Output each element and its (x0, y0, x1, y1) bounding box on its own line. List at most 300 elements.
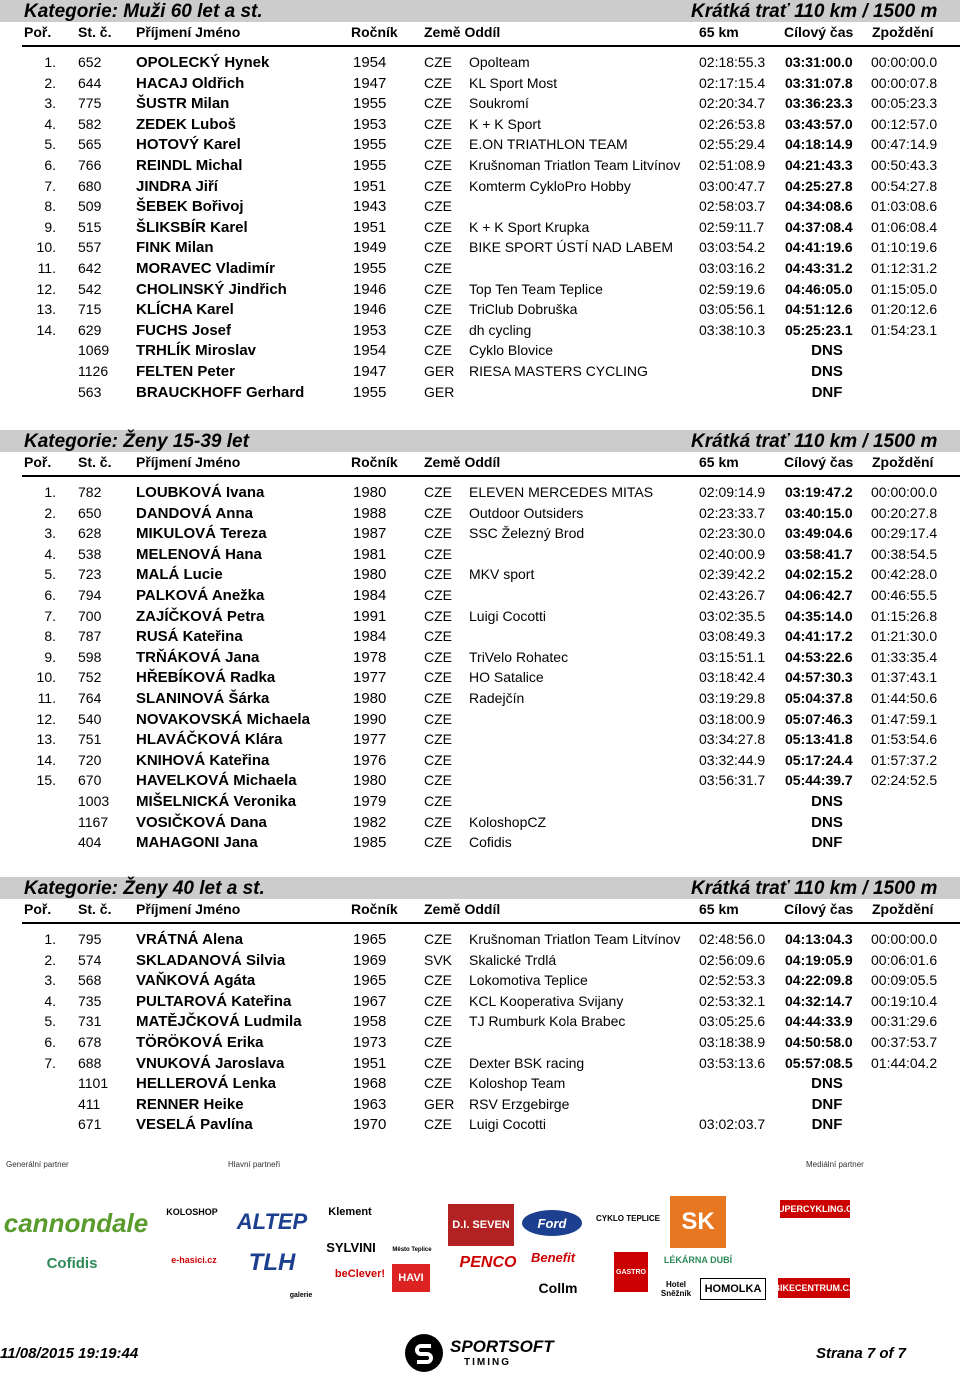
club-name: Opolteam (469, 54, 530, 70)
position: 1. (44, 931, 56, 947)
table-row (0, 752, 960, 772)
club-name: KL Sport Most (469, 74, 558, 91)
start-number: 582 (78, 115, 102, 132)
sponsor-logo: Hotel Sněžník (660, 1280, 692, 1298)
header-bib: St. č. (78, 901, 112, 917)
start-number: 540 (78, 710, 102, 727)
country-code: CZE (424, 772, 452, 789)
header-time: Cílový čas (784, 901, 854, 917)
time-gap: 00:12:57.0 (871, 115, 938, 132)
split-time: 03:03:16.2 (699, 260, 766, 276)
table-row (0, 505, 960, 525)
time-gap: 01:15:05.0 (871, 280, 938, 297)
time-gap: 00:00:00.0 (871, 931, 938, 947)
finish-time: 04:22:09.8 (785, 972, 853, 989)
sponsor-logo: Cofidis (46, 1254, 98, 1272)
split-time: 03:38:10.3 (699, 321, 766, 338)
position: 14. (36, 321, 56, 338)
start-number: 1101 (78, 1075, 109, 1092)
sponsor-logo: Klement (328, 1206, 372, 1218)
birth-year: 1946 (353, 301, 387, 319)
club-name: ELEVEN MERCEDES MITAS (469, 484, 654, 500)
sponsor-label-media: Mediální partner (806, 1160, 864, 1169)
athlete-name: MORAVEC Vladimír (136, 260, 275, 277)
country-code: CZE (424, 931, 452, 947)
header-pos: Poř. (24, 901, 52, 917)
start-number: 715 (78, 301, 102, 318)
birth-year: 1954 (353, 342, 387, 360)
result-status: DNF (811, 1116, 843, 1134)
position: 5. (44, 566, 56, 583)
athlete-name: FINK Milan (136, 239, 214, 257)
country-code: CZE (424, 834, 452, 851)
sponsor-logo: LÉKÁRNA DUBÍ (663, 1255, 733, 1265)
athlete-name: MATĚJČKOVÁ Ludmila (136, 1013, 302, 1031)
position: 8. (44, 198, 56, 215)
position: 1. (44, 54, 56, 70)
athlete-name: SLANINOVÁ Šárka (136, 690, 270, 707)
birth-year: 1979 (353, 793, 387, 810)
athlete-name: PULTAROVÁ Kateřina (136, 992, 292, 1010)
position: 2. (44, 951, 56, 968)
position: 10. (36, 669, 56, 686)
table-row (0, 931, 960, 951)
position: 12. (36, 280, 56, 297)
header-bib: St. č. (78, 24, 112, 40)
country-code: CZE (424, 710, 452, 727)
table-row (0, 484, 960, 504)
start-number: 720 (78, 751, 102, 768)
start-number: 515 (78, 218, 102, 235)
club-name: Soukromí (469, 95, 529, 112)
athlete-name: VAŇKOVÁ Agáta (136, 972, 256, 990)
start-number: 794 (78, 587, 102, 603)
sponsor-logo: ALTEP (236, 1209, 308, 1234)
time-gap: 01:21:30.0 (871, 628, 938, 645)
split-time: 03:08:49.3 (699, 628, 766, 645)
club-name: TriVelo Rohatec (469, 648, 569, 665)
country-code: CZE (424, 218, 452, 235)
start-number: 644 (78, 74, 102, 91)
finish-time: 04:50:58.0 (785, 1034, 853, 1050)
sponsor-logo: HAVI (392, 1264, 430, 1292)
birth-year: 1958 (353, 1013, 387, 1031)
table-row (0, 952, 960, 972)
table-row (0, 690, 960, 710)
race-title: Krátká trať 110 km / 1500 m (691, 878, 938, 899)
club-name: Krušnoman Triatlon Team Litvínov (469, 931, 681, 947)
country-code: CZE (424, 751, 452, 768)
position: 10. (36, 239, 56, 256)
table-row (0, 301, 960, 321)
birth-year: 1947 (353, 74, 387, 92)
results-section (0, 430, 960, 870)
table-row (0, 834, 960, 854)
sponsor-logo: TLH (248, 1249, 296, 1276)
sponsor-logo: HOMOLKA (700, 1278, 766, 1300)
start-number: 538 (78, 545, 102, 562)
finish-time: 04:35:14.0 (785, 607, 853, 624)
finish-time: 04:37:08.4 (785, 218, 853, 235)
time-gap: 00:05:23.3 (871, 95, 938, 112)
sponsor-logo: SUPERCYKLING.CZ (780, 1200, 850, 1218)
finish-time: 03:58:41.7 (785, 545, 853, 562)
finish-time: 04:34:08.6 (785, 198, 853, 215)
table-row (0, 1096, 960, 1116)
country-code: CZE (424, 198, 452, 215)
start-number: 731 (78, 1013, 102, 1030)
finish-time: 03:31:07.8 (785, 74, 853, 91)
club-name: SSC Železný Brod (469, 525, 585, 542)
split-time: 02:43:26.7 (699, 587, 766, 603)
club-name: Outdoor Outsiders (469, 504, 584, 521)
start-number: 404 (78, 834, 102, 851)
birth-year: 1990 (353, 710, 387, 728)
table-row (0, 814, 960, 834)
athlete-name: RENNER Heike (136, 1095, 244, 1113)
split-time: 03:18:00.9 (699, 710, 766, 727)
time-gap: 01:44:04.2 (871, 1054, 938, 1071)
country-code: CZE (424, 813, 452, 830)
split-time: 03:15:51.1 (699, 648, 766, 665)
club-name: KCL Kooperativa Svijany (469, 992, 624, 1009)
start-number: 775 (78, 95, 102, 112)
table-row (0, 95, 960, 115)
birth-year: 1951 (353, 1054, 387, 1072)
time-gap: 01:44:50.6 (871, 690, 938, 706)
athlete-name: TRHLÍK Miroslav (136, 342, 257, 360)
table-row (0, 384, 960, 404)
club-name: RIESA MASTERS CYCLING (469, 363, 648, 379)
table-row (0, 54, 960, 74)
position: 3. (44, 525, 56, 542)
start-number: 700 (78, 607, 102, 624)
position: 7. (44, 1054, 56, 1071)
athlete-name: FUCHS Josef (136, 321, 232, 339)
time-gap: 01:54:23.1 (871, 321, 938, 338)
table-row (0, 628, 960, 648)
header-pos: Poř. (24, 454, 52, 470)
athlete-name: ŠEBEK Bořivoj (136, 198, 244, 216)
birth-year: 1954 (353, 54, 387, 71)
table-row (0, 322, 960, 342)
club-name: KoloshopCZ (469, 813, 547, 830)
birth-year: 1969 (353, 951, 387, 969)
split-time: 02:20:34.7 (699, 95, 766, 112)
finish-time: 03:40:15.0 (785, 504, 853, 521)
club-name: MKV sport (469, 566, 535, 583)
time-gap: 00:00:00.0 (871, 484, 938, 500)
athlete-name: MIKULOVÁ Tereza (136, 525, 267, 543)
birth-year: 1955 (353, 157, 387, 174)
header-split: 65 km (699, 454, 739, 470)
time-gap: 00:42:28.0 (871, 566, 938, 583)
country-code: CZE (424, 628, 452, 645)
country-code: CZE (424, 239, 452, 256)
position: 9. (44, 648, 56, 665)
time-gap: 01:57:37.2 (871, 751, 938, 768)
position: 4. (44, 992, 56, 1009)
start-number: 723 (78, 566, 102, 583)
start-number: 652 (78, 54, 102, 70)
result-status: DNS (811, 363, 843, 380)
position: 15. (36, 772, 56, 789)
time-gap: 01:10:19.6 (871, 239, 938, 256)
table-row (0, 993, 960, 1013)
country-code: CZE (424, 301, 452, 318)
split-time: 02:59:11.7 (699, 218, 765, 235)
split-time: 03:03:54.2 (699, 239, 766, 256)
country-code: CZE (424, 607, 452, 624)
finish-time: 04:57:30.3 (785, 669, 853, 686)
brand-sub: TIMING (464, 1357, 511, 1368)
athlete-name: SKLADANOVÁ Silvia (136, 951, 286, 969)
birth-year: 1987 (353, 525, 387, 543)
position: 7. (44, 607, 56, 624)
position: 12. (36, 710, 56, 727)
club-name: Radejčín (469, 690, 525, 706)
print-datetime: 11/08/2015 19:19:44 (0, 1345, 139, 1362)
start-number: 563 (78, 383, 102, 400)
country-code: CZE (424, 280, 452, 297)
country-code: CZE (424, 1054, 452, 1071)
athlete-name: VOSIČKOVÁ Dana (136, 813, 267, 831)
split-time: 03:05:56.1 (699, 301, 766, 318)
time-gap: 02:24:52.5 (871, 772, 938, 789)
birth-year: 1984 (353, 587, 387, 604)
split-time: 03:34:27.8 (699, 731, 766, 748)
table-row (0, 198, 960, 218)
birth-year: 1982 (353, 813, 387, 831)
country-code: GER (424, 383, 455, 400)
table-row (0, 1013, 960, 1033)
finish-time: 04:06:42.7 (785, 587, 853, 603)
country-code: CZE (424, 484, 452, 500)
finish-time: 05:07:46.3 (785, 710, 853, 727)
finish-time: 04:19:05.9 (785, 951, 853, 968)
table-row (0, 793, 960, 813)
birth-year: 1977 (353, 731, 387, 749)
sponsor-label-main: Hlavní partneři (228, 1160, 281, 1169)
start-number: 568 (78, 972, 102, 989)
start-number: 795 (78, 931, 102, 947)
sponsor-logo: beClever! (334, 1268, 386, 1280)
birth-year: 1951 (353, 218, 387, 236)
club-name: RSV Erzgebirge (469, 1095, 570, 1112)
table-row (0, 649, 960, 669)
table-row (0, 1116, 960, 1136)
sponsor-logo: KOLOSHOP (166, 1207, 218, 1217)
sponsors-area (0, 1160, 960, 1320)
time-gap: 00:09:05.5 (871, 972, 938, 989)
athlete-name: MAHAGONI Jana (136, 834, 258, 852)
header-gap: Zpoždění (872, 24, 934, 40)
time-gap: 00:20:27.8 (871, 504, 938, 521)
time-gap: 01:33:35.4 (871, 648, 938, 665)
finish-time: 04:21:43.3 (785, 157, 853, 173)
split-time: 03:18:38.9 (699, 1034, 766, 1050)
birth-year: 1953 (353, 115, 387, 133)
country-code: CZE (424, 690, 452, 706)
time-gap: 00:50:43.3 (871, 157, 938, 173)
finish-time: 03:19:47.2 (785, 484, 853, 500)
finish-time: 04:41:17.2 (785, 628, 853, 645)
position: 3. (44, 972, 56, 989)
athlete-name: HAVELKOVÁ Michaela (136, 772, 297, 790)
split-time: 02:26:53.8 (699, 115, 766, 132)
birth-year: 1977 (353, 669, 387, 687)
athlete-name: TRŇÁKOVÁ Jana (136, 648, 260, 666)
header-bib: St. č. (78, 454, 112, 470)
country-code: CZE (424, 260, 452, 276)
start-number: 1003 (78, 793, 110, 809)
header-year: Ročník (351, 454, 398, 470)
athlete-name: OPOLECKÝ Hynek (136, 54, 270, 71)
athlete-name: ŠLIKSBÍR Karel (136, 218, 248, 236)
table-row (0, 219, 960, 239)
club-name: Koloshop Team (469, 1075, 566, 1092)
athlete-name: VNUKOVÁ Jaroslava (136, 1054, 285, 1072)
result-status: DNS (811, 342, 843, 360)
start-number: 565 (78, 136, 102, 153)
start-number: 680 (78, 177, 102, 194)
athlete-name: NOVAKOVSKÁ Michaela (136, 710, 310, 728)
table-row (0, 178, 960, 198)
club-name: Luigi Cocotti (469, 1116, 547, 1133)
split-time: 02:17:15.4 (699, 74, 766, 91)
sponsor-label-general: Generální partner (6, 1160, 69, 1169)
page-number: Strana 7 of 7 (816, 1345, 907, 1362)
birth-year: 1965 (353, 931, 387, 948)
start-number: 764 (78, 690, 102, 706)
country-code: CZE (424, 992, 452, 1009)
start-number: 628 (78, 525, 102, 542)
start-number: 670 (78, 772, 102, 789)
country-code: CZE (424, 136, 452, 153)
country-code: CZE (424, 1013, 452, 1030)
split-time: 02:40:00.9 (699, 545, 766, 562)
athlete-name: TÖRÖKOVÁ Erika (136, 1034, 264, 1051)
result-status: DNF (811, 383, 843, 401)
country-code: CZE (424, 1116, 452, 1133)
club-name: TJ Rumburk Kola Brabec (469, 1013, 626, 1030)
athlete-name: HLAVÁČKOVÁ Klára (136, 731, 283, 749)
table-row (0, 711, 960, 731)
table-row (0, 363, 960, 383)
finish-time: 05:04:37.8 (785, 690, 853, 706)
finish-time: 04:46:05.0 (785, 280, 853, 297)
sportsoft-icon (404, 1333, 444, 1373)
start-number: 752 (78, 669, 102, 686)
club-name: K + K Sport (469, 115, 541, 132)
finish-time: 04:25:27.8 (785, 177, 853, 194)
table-row (0, 239, 960, 259)
athlete-name: MELENOVÁ Hana (136, 545, 262, 563)
table-row (0, 772, 960, 792)
athlete-name: LOUBKOVÁ Ivana (136, 484, 265, 501)
race-title: Krátká trať 110 km / 1500 m (691, 1, 938, 22)
table-row (0, 566, 960, 586)
finish-time: 04:02:15.2 (785, 566, 853, 583)
country-code: CZE (424, 321, 452, 338)
sponsor-logo: SK (670, 1196, 726, 1248)
start-number: 557 (78, 239, 102, 256)
time-gap: 01:12:31.2 (871, 260, 938, 276)
country-code: CZE (424, 74, 452, 91)
time-gap: 00:00:00.0 (871, 54, 938, 70)
birth-year: 1988 (353, 504, 387, 522)
split-time: 02:23:30.0 (699, 525, 766, 542)
category-title: Kategorie: Muži 60 let a st. (24, 1, 263, 22)
split-time: 02:23:33.7 (699, 504, 766, 521)
time-gap: 00:29:17.4 (871, 525, 938, 542)
result-status: DNS (811, 1075, 843, 1093)
column-headers (0, 23, 960, 43)
finish-time: 04:41:19.6 (785, 239, 853, 256)
position: 11. (37, 690, 56, 706)
sponsor-logo: cannondale (3, 1207, 149, 1238)
country-code: GER (424, 363, 455, 379)
athlete-name: HŘEBÍKOVÁ Radka (136, 669, 276, 687)
table-row (0, 157, 960, 177)
birth-year: 1955 (353, 383, 387, 401)
country-code: CZE (424, 669, 452, 686)
birth-year: 1981 (353, 545, 387, 563)
category-title: Kategorie: Ženy 15-39 let (24, 431, 249, 452)
header-split: 65 km (699, 901, 739, 917)
country-code: CZE (424, 545, 452, 562)
birth-year: 1973 (353, 1034, 387, 1051)
finish-time: 03:43:57.0 (785, 115, 853, 132)
time-gap: 01:47:59.1 (871, 710, 938, 727)
start-number: 642 (78, 260, 102, 276)
club-name: Cofidis (469, 834, 512, 851)
birth-year: 1980 (353, 690, 387, 707)
finish-time: 05:17:24.4 (785, 751, 853, 768)
sponsor-logo: Město Teplice (392, 1247, 432, 1253)
birth-year: 1951 (353, 177, 387, 195)
athlete-name: ZAJÍČKOVÁ Petra (136, 607, 265, 625)
result-status: DNS (811, 793, 843, 810)
athlete-name: DANDOVÁ Anna (136, 504, 253, 522)
athlete-name: KLÍCHA Karel (136, 301, 234, 319)
birth-year: 1965 (353, 972, 387, 990)
position: 4. (44, 545, 56, 562)
athlete-name: VRÁTNÁ Alena (136, 931, 243, 948)
position: 1. (44, 484, 56, 500)
header-gap: Zpoždění (872, 901, 934, 917)
table-row (0, 260, 960, 280)
position: 3. (44, 95, 56, 112)
start-number: 629 (78, 321, 102, 338)
club-name: Cyklo Blovice (469, 342, 554, 359)
split-time: 03:02:03.7 (699, 1116, 766, 1133)
club-name: Lokomotiva Teplice (469, 972, 588, 989)
country-code: CZE (424, 504, 452, 521)
finish-time: 04:13:04.3 (785, 931, 853, 947)
table-row (0, 972, 960, 992)
country-code: GER (424, 1095, 455, 1112)
position: 9. (44, 218, 56, 235)
club-name: E.ON TRIATHLON TEAM (469, 136, 628, 153)
finish-time: 05:13:41.8 (785, 731, 853, 748)
start-number: 735 (78, 992, 102, 1009)
race-title: Krátká trať 110 km / 1500 m (691, 431, 938, 452)
page-footer (0, 1330, 960, 1380)
sponsor-logo: Ford (522, 1210, 582, 1236)
finish-time: 03:36:23.3 (785, 95, 853, 112)
birth-year: 1943 (353, 198, 387, 216)
